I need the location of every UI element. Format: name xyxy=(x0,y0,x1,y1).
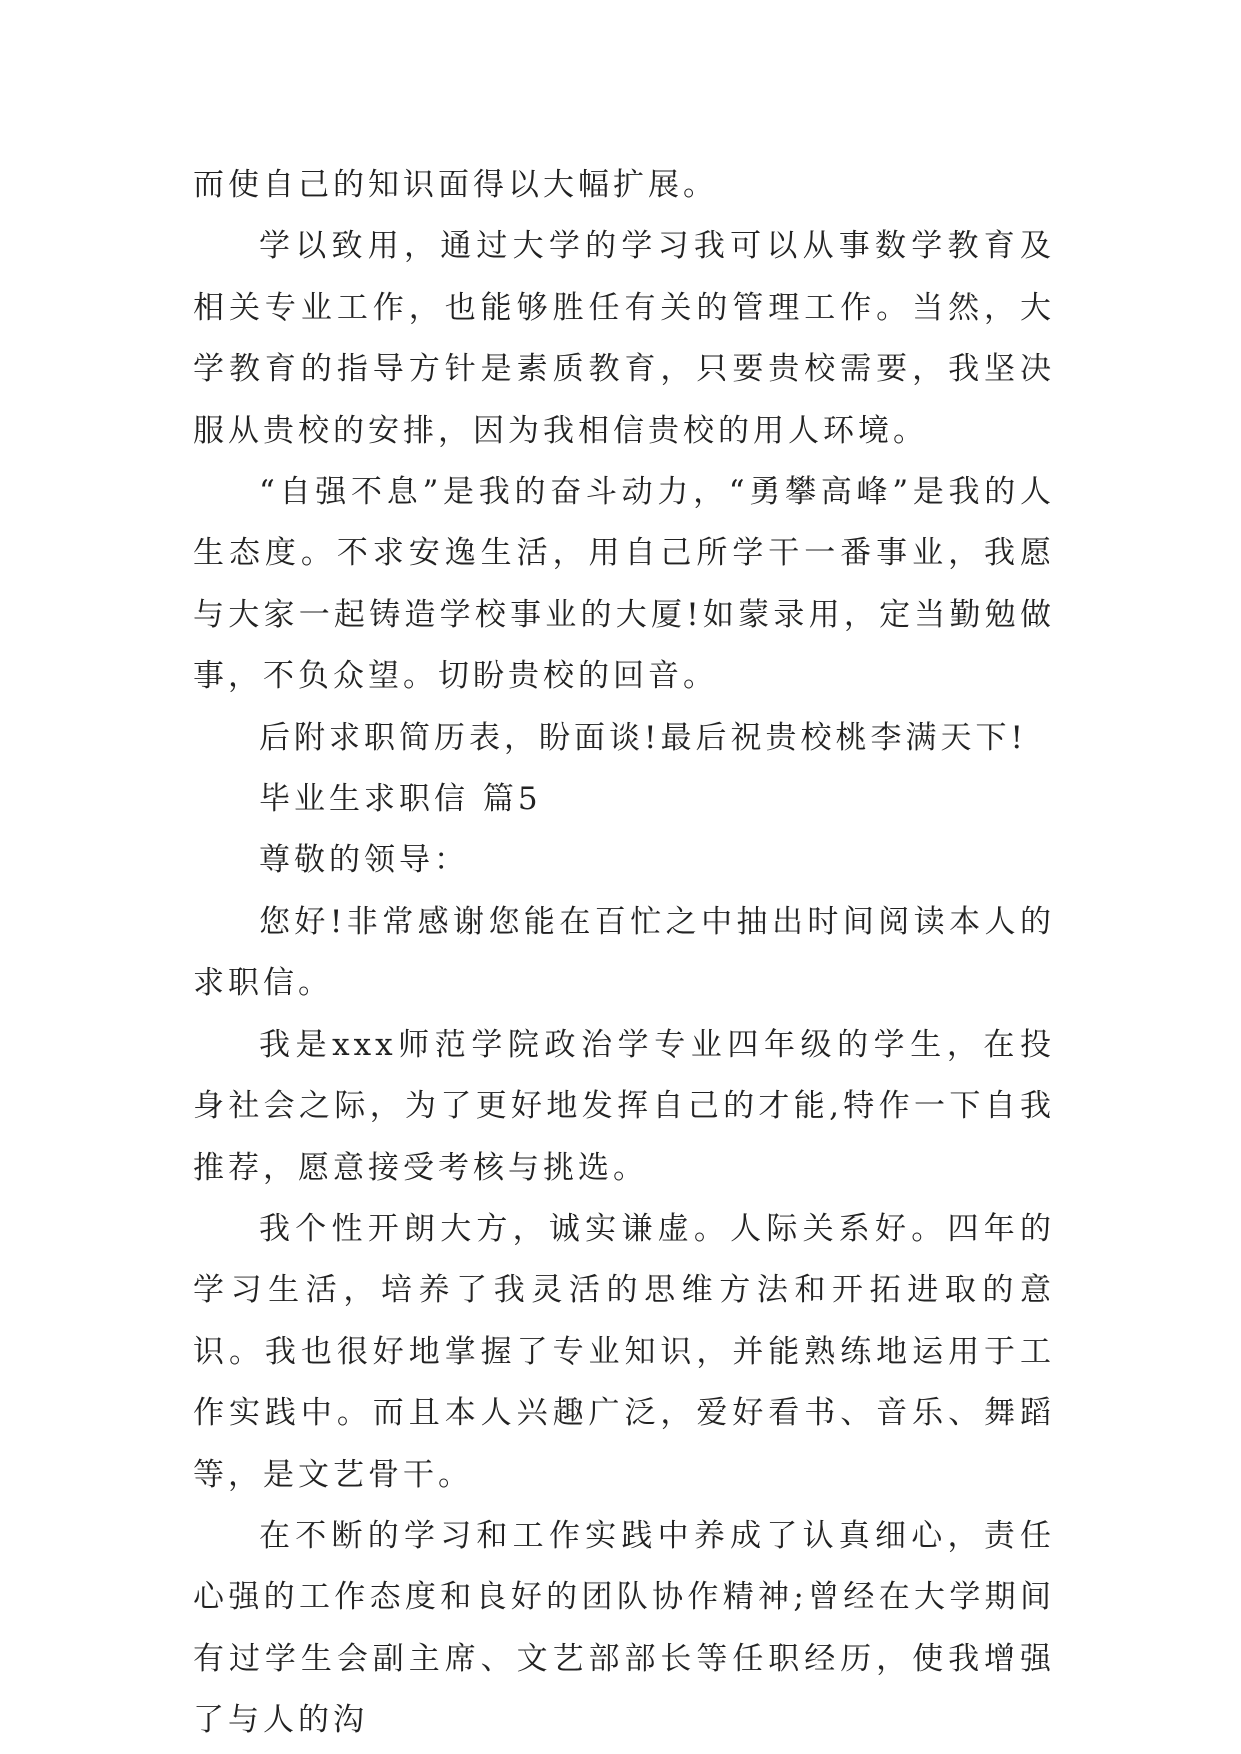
paragraph-application: 学以致用，通过大学的学习我可以从事数学教育及相关专业工作，也能够胜任有关的管理工作。当然，大学教育的指导方针是素质教育，只要贵校需要，我坚决服从贵校的安排，因为我相信贵校的用人环境。 xyxy=(193,228,1055,449)
paragraph-continuation: 而使自己的知识面得以大幅扩展。 xyxy=(193,167,718,203)
salutation: 尊敬的领导： xyxy=(259,842,469,879)
paragraph-greeting: 您好!非常感谢您能在百忙之中抽出时间阅读本人的求职信。 xyxy=(193,903,1055,1002)
paragraph-motto: “自强不息”是我的奋斗动力，“勇攀高峰”是我的人生态度。不求安逸生活，用自己所学干一番事业，我愿与大家一起铸造学校事业的大厦!如蒙录用，定当勤勉做事，不负众望。切盼贵校的回音。 xyxy=(193,474,1055,695)
body-text xyxy=(193,155,1055,1752)
paragraph-introduction: 我是xxx师范学院政治学专业四年级的学生，在投身社会之际，为了更好地发挥自己的才能,特作一下自我推荐，愿意接受考核与挑选。 xyxy=(193,1026,1055,1186)
paragraph-closing: 后附求职简历表，盼面谈!最后祝贵校桃李满天下! xyxy=(259,719,1027,756)
section-heading: 毕业生求职信 篇5 xyxy=(259,781,542,818)
paragraph-experience: 在不断的学习和工作实践中养成了认真细心，责任心强的工作态度和良好的团队协作精神;曾经在大学期间有过学生会副主席、文艺部部长等任职经历，使我增强了与人的沟 xyxy=(193,1517,1055,1739)
paragraph-personality: 我个性开朗大方，诚实谦虚。人际关系好。四年的学习生活，培养了我灵活的思维方法和开拓进取的意识。我也很好地掌握了专业知识，并能熟练地运用于工作实践中。而且本人兴趣广泛，爱好看书、音乐、舞蹈等，是文艺骨干。 xyxy=(193,1210,1055,1493)
